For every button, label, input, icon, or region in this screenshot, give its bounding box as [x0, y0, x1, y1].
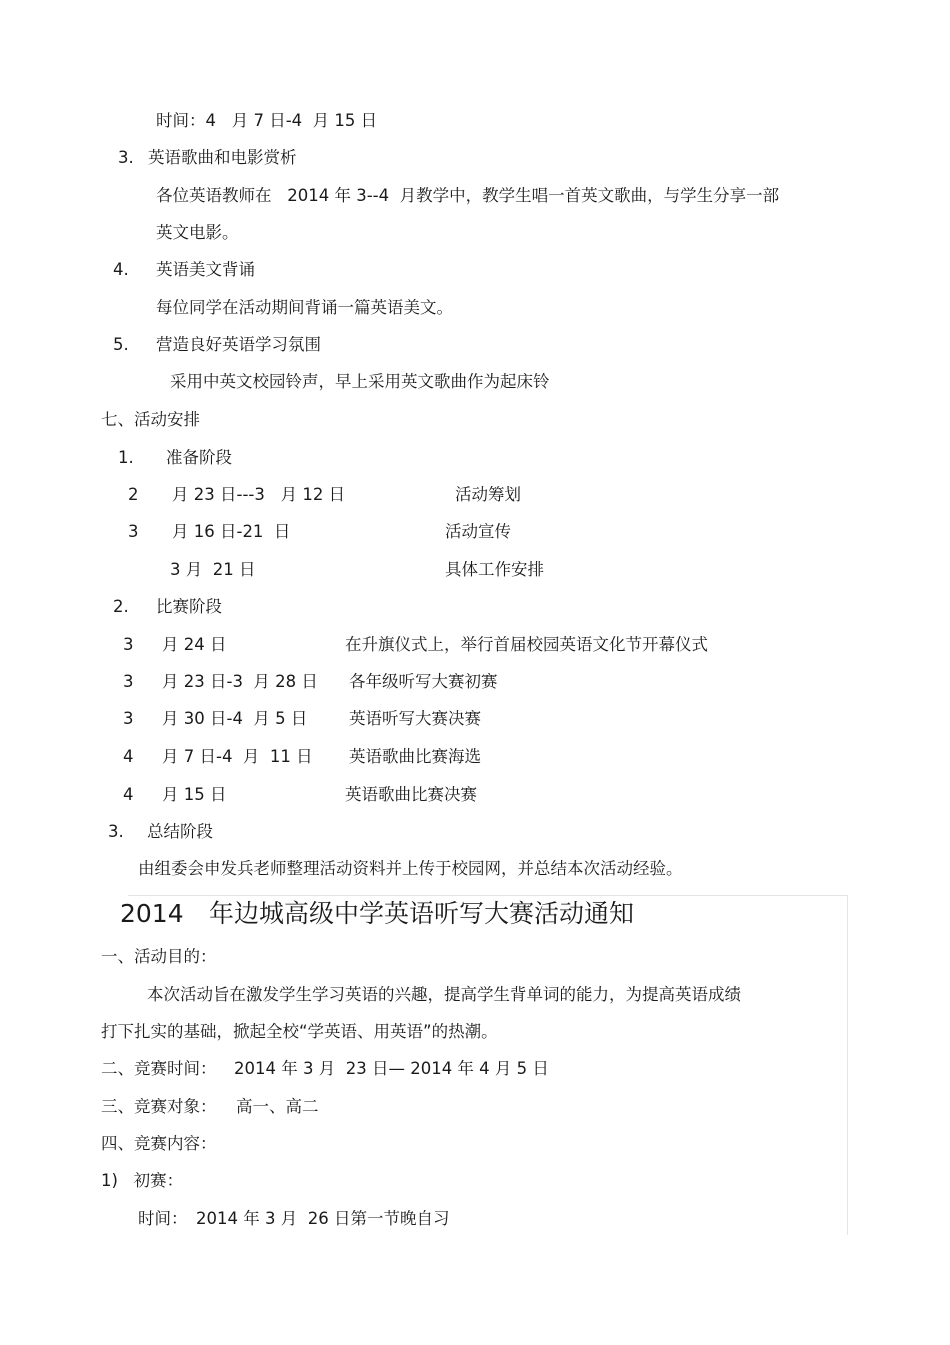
item-4-number: 4.	[113, 260, 129, 279]
stage-3-title: 总结阶段	[147, 822, 213, 841]
schedule-row-number: 3	[128, 522, 139, 541]
purpose-body-line-2: 打下扎实的基础，掀起全校“学英语、用英语”的热潮。	[101, 1022, 498, 1041]
schedule-row-date: 月 23 日---3 月 12 日	[172, 485, 346, 504]
schedule-row-number: 4	[123, 747, 134, 766]
stage-1-number: 1.	[118, 448, 134, 467]
schedule-row-task: 活动宣传	[445, 522, 511, 541]
item-3-body-line-2: 英文电影。	[156, 223, 239, 242]
schedule-row-date: 月 7 日-4 月 11 日	[162, 747, 313, 766]
schedule-row-number: 3	[123, 635, 134, 654]
schedule-row-number: 2	[128, 485, 139, 504]
preliminary-time-value: 2014 年 3 月 26 日第一节晚自习	[196, 1209, 450, 1228]
stage-2-title: 比赛阶段	[156, 597, 222, 616]
item-3-title: 英语歌曲和电影赏析	[148, 148, 297, 167]
schedule-row-task: 在升旗仪式上，举行首届校园英语文化节开幕仪式	[345, 635, 708, 654]
schedule-row-task: 英语听写大赛决赛	[349, 709, 481, 728]
item-4-body: 每位同学在活动期间背诵一篇英语美文。	[156, 298, 453, 317]
purpose-body-line-1: 本次活动旨在激发学生学习英语的兴趣，提高学生背单词的能力，为提高英语成绩	[147, 985, 741, 1004]
schedule-row-date: 月 24 日	[162, 635, 227, 654]
schedule-row-task: 各年级听写大赛初赛	[349, 672, 498, 691]
item-3-number: 3.	[118, 148, 134, 167]
competition-time-label: 二、竞赛时间：	[101, 1059, 217, 1078]
item-5-body: 采用中英文校园铃声，早上采用英文歌曲作为起床铃	[170, 372, 550, 391]
competition-target-label: 三、竞赛对象：	[101, 1097, 217, 1116]
schedule-row-date: 月 30 日-4 月 5 日	[162, 709, 308, 728]
notice-title-year: 2014	[120, 899, 184, 928]
schedule-row-number: 3	[123, 672, 134, 691]
competition-content-heading: 四、竞赛内容：	[101, 1134, 217, 1153]
schedule-row-task: 英语歌曲比赛决赛	[345, 785, 477, 804]
notice-frame-right	[847, 895, 848, 1235]
competition-target-value: 高一、高二	[236, 1097, 319, 1116]
stage-3-body: 由组委会申发兵老师整理活动资料并上传于校园网，并总结本次活动经验。	[138, 859, 683, 878]
item-3-body-line-1: 各位英语教师在 2014 年 3--4 月教学中，教学生唱一首英文歌曲，与学生分享一部	[156, 186, 780, 205]
purpose-heading: 一、活动目的：	[101, 947, 217, 966]
item-5-number: 5.	[113, 335, 129, 354]
item-4-title: 英语美文背诵	[156, 260, 255, 279]
section-7-heading: 七、活动安排	[101, 410, 200, 429]
preliminary-heading: 1) 初赛：	[101, 1171, 184, 1190]
stage-2-number: 2.	[113, 597, 129, 616]
schedule-row-task: 具体工作安排	[445, 560, 544, 579]
schedule-row-date: 3 月 21 日	[170, 560, 256, 579]
activity-time-line: 时间：4 月 7 日-4 月 15 日	[156, 111, 378, 130]
competition-time-value: 2014 年 3 月 23 日— 2014 年 4 月 5 日	[234, 1059, 549, 1078]
preliminary-time-label: 时间：	[138, 1209, 188, 1228]
notice-title-text: 年边城高级中学英语听写大赛活动通知	[209, 899, 635, 928]
stage-1-title: 准备阶段	[166, 448, 232, 467]
schedule-row-task: 活动筹划	[455, 485, 521, 504]
schedule-row-date: 月 15 日	[162, 785, 227, 804]
stage-3-number: 3.	[108, 822, 124, 841]
schedule-row-number: 3	[123, 709, 134, 728]
schedule-row-number: 4	[123, 785, 134, 804]
schedule-row-task: 英语歌曲比赛海选	[349, 747, 481, 766]
schedule-row-date: 月 16 日-21 日	[172, 522, 291, 541]
notice-frame-top	[128, 895, 848, 896]
item-5-title: 营造良好英语学习氛围	[156, 335, 321, 354]
schedule-row-date: 月 23 日-3 月 28 日	[162, 672, 318, 691]
